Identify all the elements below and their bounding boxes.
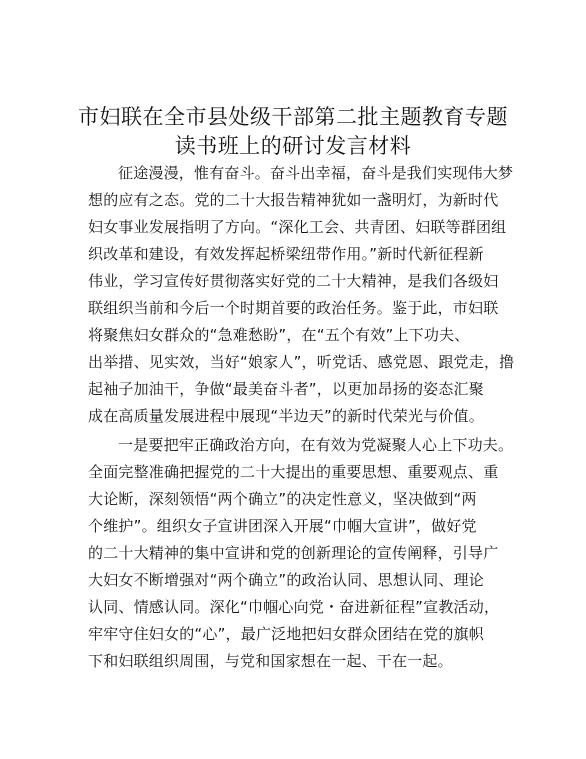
paragraph-1-line: 出举措、见实效，当好“娘家人”，听党话、感党恩、跟党走，撸 — [88, 353, 515, 371]
paragraph-2-line: 大妇女不断增强对“两个确立”的政治认同、思想认同、理论 — [88, 571, 484, 589]
paragraph-1-line: 起袖子加油干，争做“最美奋斗者”，以更加昂扬的姿态汇聚 — [88, 380, 484, 398]
paragraph-2-line: 的二十大精神的集中宣讲和党的创新理论的宣传阐释，引导广 — [88, 544, 499, 562]
paragraph-2-line: 大论断，深刻领悟“两个确立”的决定性意义，坚决做到“两 — [88, 490, 477, 508]
paragraph-1-line: 伟业，学习宣传好贯彻落实好党的二十大精神，是我们各级妇 — [88, 272, 499, 290]
paragraph-2-line: 认同、情感认同。深化“巾帼心向党・奋进新征程”宣教活动， — [88, 598, 500, 616]
document-title-line-2: 读书班上的研讨发言材料 — [174, 134, 412, 158]
paragraph-2-line: 牢牢守住妇女的“心”，最广泛地把妇女群众团结在党的旗帜 — [88, 625, 484, 643]
document-title-line-1: 市妇联在全市县处级干部第二批主题教育专题 — [78, 105, 508, 129]
paragraph-1-line: 征途漫漫，惟有奋斗。奋斗出幸福，奋斗是我们实现伟大梦 — [118, 164, 514, 182]
paragraph-2 — [88, 432, 514, 675]
paragraph-1 — [88, 160, 515, 430]
paragraph-1-line: 将聚焦妇女群众的“急难愁盼”，在“五个有效”上下功夫、 — [88, 326, 470, 344]
paragraph-1-line: 联组织当前和今后一个时期首要的政治任务。鉴于此，市妇联 — [88, 299, 499, 317]
paragraph-2-line: 全面完整准确把握党的二十大提出的重要思想、重要观点、重 — [88, 463, 499, 481]
paragraph-2-line: 个维护”。组织女子宣讲团深入开展“巾帼大宣讲”，做好党 — [88, 517, 477, 535]
paragraph-2-line: 一是要把牢正确政治方向，在有效为党凝聚人心上下功夫。 — [118, 436, 514, 454]
paragraph-1-line: 妇女事业发展指明了方向。“深化工会、共青团、妇联等群团组 — [88, 218, 507, 236]
paragraph-1-line: 织改革和建设，有效发挥起桥梁纽带作用。”新时代新征程新 — [88, 245, 484, 263]
paragraph-1-line: 想的应有之态。党的二十大报告精神犹如一盏明灯，为新时代 — [88, 191, 499, 209]
paragraph-1-line: 成在高质量发展进程中展现“半边天”的新时代荣光与价值。 — [88, 407, 484, 425]
paragraph-2-line: 下和妇联组织周围，与党和国家想在一起、干在一起。 — [88, 652, 453, 670]
